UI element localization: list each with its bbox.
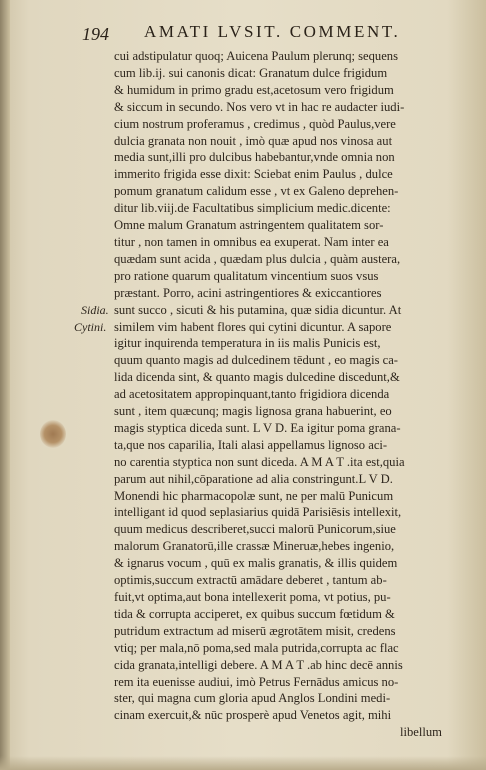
text-line: rem ita euenisse audiui, imò Petrus Fernādus amicus no-	[114, 674, 399, 689]
page-header	[82, 20, 462, 46]
text-line: igitur inquirenda temperatura in iis malis Punicis est,	[114, 336, 381, 351]
text-line: præstant. Porro, acini astringentiores & exiccantiores	[114, 285, 382, 300]
text-line: & siccum in secundo. Nos vero vt in hac re audacter iudi-	[114, 99, 405, 114]
text-line: similem vim habent flores qui cytini dicuntur. A sapore	[114, 319, 392, 334]
text-line: pomum granatum calidum esse , vt ex Galeno deprehen-	[114, 184, 399, 199]
text-line: Omne malum Granatum astringentem qualitatem sor-	[114, 218, 384, 233]
text-line: ad acetositatem appropinquant,tanto frigidiora dicenda	[114, 387, 390, 402]
text-line: no carentia styptica non sunt diceda. A M A T .ita est,quia	[114, 454, 405, 469]
text-line: titur , non tamen in omnibus ea exuperat. Nam inter ea	[114, 234, 389, 249]
text-line: sunt , item quæcunq; magis lignosa grana habuerint, eo	[114, 404, 392, 419]
text-line: cui adstipulatur quoq; Auicena Paulum plerunq; sequens	[114, 49, 399, 63]
text-line: ta,que nos caparilia, Itali alasi appellamus lignoso aci-	[114, 437, 388, 452]
text-line: vtiq; per mala,nō poma,sed mala putrida,corrupta ac flac	[114, 640, 399, 655]
text-line: cinam exercuit,& nūc prosperè apud Venetos agit, mihi	[114, 708, 392, 723]
text-line: sunt succo , sicuti & his putamina, quæ sidia dicuntur. At	[114, 302, 402, 317]
text-line: parum aut nihil,cōparatione ad alia constringunt.L V D.	[114, 471, 393, 486]
text-line: cida granata,intelligi debere. A M A T .ab hinc decē annis	[114, 657, 403, 672]
text-line: lida dicenda sint, & quanto magis dulcedine discedunt,&	[114, 370, 400, 385]
text-line: Monendi hic pharmacopolæ sunt, ne per malū Punicum	[114, 488, 394, 503]
catchword: libellum	[400, 725, 442, 740]
text-line: magis styptica diceda sunt. L V D. Ea igitur poma grana-	[114, 420, 401, 435]
text-line: malorum Granatorū,ille crassæ Mineruæ,hebes ingenio,	[114, 539, 395, 554]
ink-stain	[40, 420, 66, 448]
text-line: optimis,succum extractū amādare deberet , tantum ab-	[114, 573, 387, 588]
text-line: dulcia granata non nouit , imò quæ apud nos vinosa aut	[114, 133, 393, 148]
margin-note-sidia: Sidia.	[81, 303, 109, 317]
text-line: media sunt,illi pro dulcibus habebantur,vnde omnia non	[114, 150, 395, 165]
text-line: pro ratione quarum qualitatum vincentium suos vsus	[114, 268, 379, 283]
text-line: cium nostrum proferamus , credimus , quòd Paulus,vere	[114, 116, 396, 131]
page-bottom-edge	[0, 756, 486, 770]
text-line: intelligant id quod seplasiarius quidā Parisiēsis intellexit,	[114, 505, 402, 520]
text-line: quum quanto magis ad dulcedinem tēdunt , eo magis ca-	[114, 353, 398, 368]
text-line: quum medicus describeret,succi malorū Punicorum,siue	[114, 522, 396, 537]
text-line: putridum extractum ad miserū ægrotātem misit, credens	[114, 623, 396, 638]
text-line: quædam sunt acida , quædam plus dulcia , quàm austera,	[114, 251, 401, 266]
running-head: AMATI LVSIT. COMMENT.	[144, 22, 401, 41]
body-text	[114, 48, 464, 741]
page-left-edge	[0, 0, 10, 770]
margin-note-cytini: Cytini.	[74, 320, 107, 334]
text-line: cum lib.ij. sui canonis dicat: Granatum dulce frigidum	[114, 65, 388, 80]
text-line: immerito frigida esse dixit: Sciebat enim Paulus , dulce	[114, 167, 393, 182]
text-line: fuit,vt optima,aut bona intellexerit poma, vt potius, pu-	[114, 590, 391, 604]
text-line: & ignarus vocum , quū ex malis granatis, & illis quidem	[114, 556, 398, 571]
text-line: tida & corrupta acciperet, ex quibus succum fœtidum &	[114, 606, 395, 621]
page-number: 194	[82, 24, 109, 44]
text-line: ditur lib.viij.de Facultatibus simplicium medic.dicente:	[114, 201, 391, 216]
text-line: ster, qui magna cum gloria apud Anglos Londini medi-	[114, 691, 391, 706]
text-line: & humidum in primo gradu est,acetosum vero frigidum	[114, 82, 394, 97]
